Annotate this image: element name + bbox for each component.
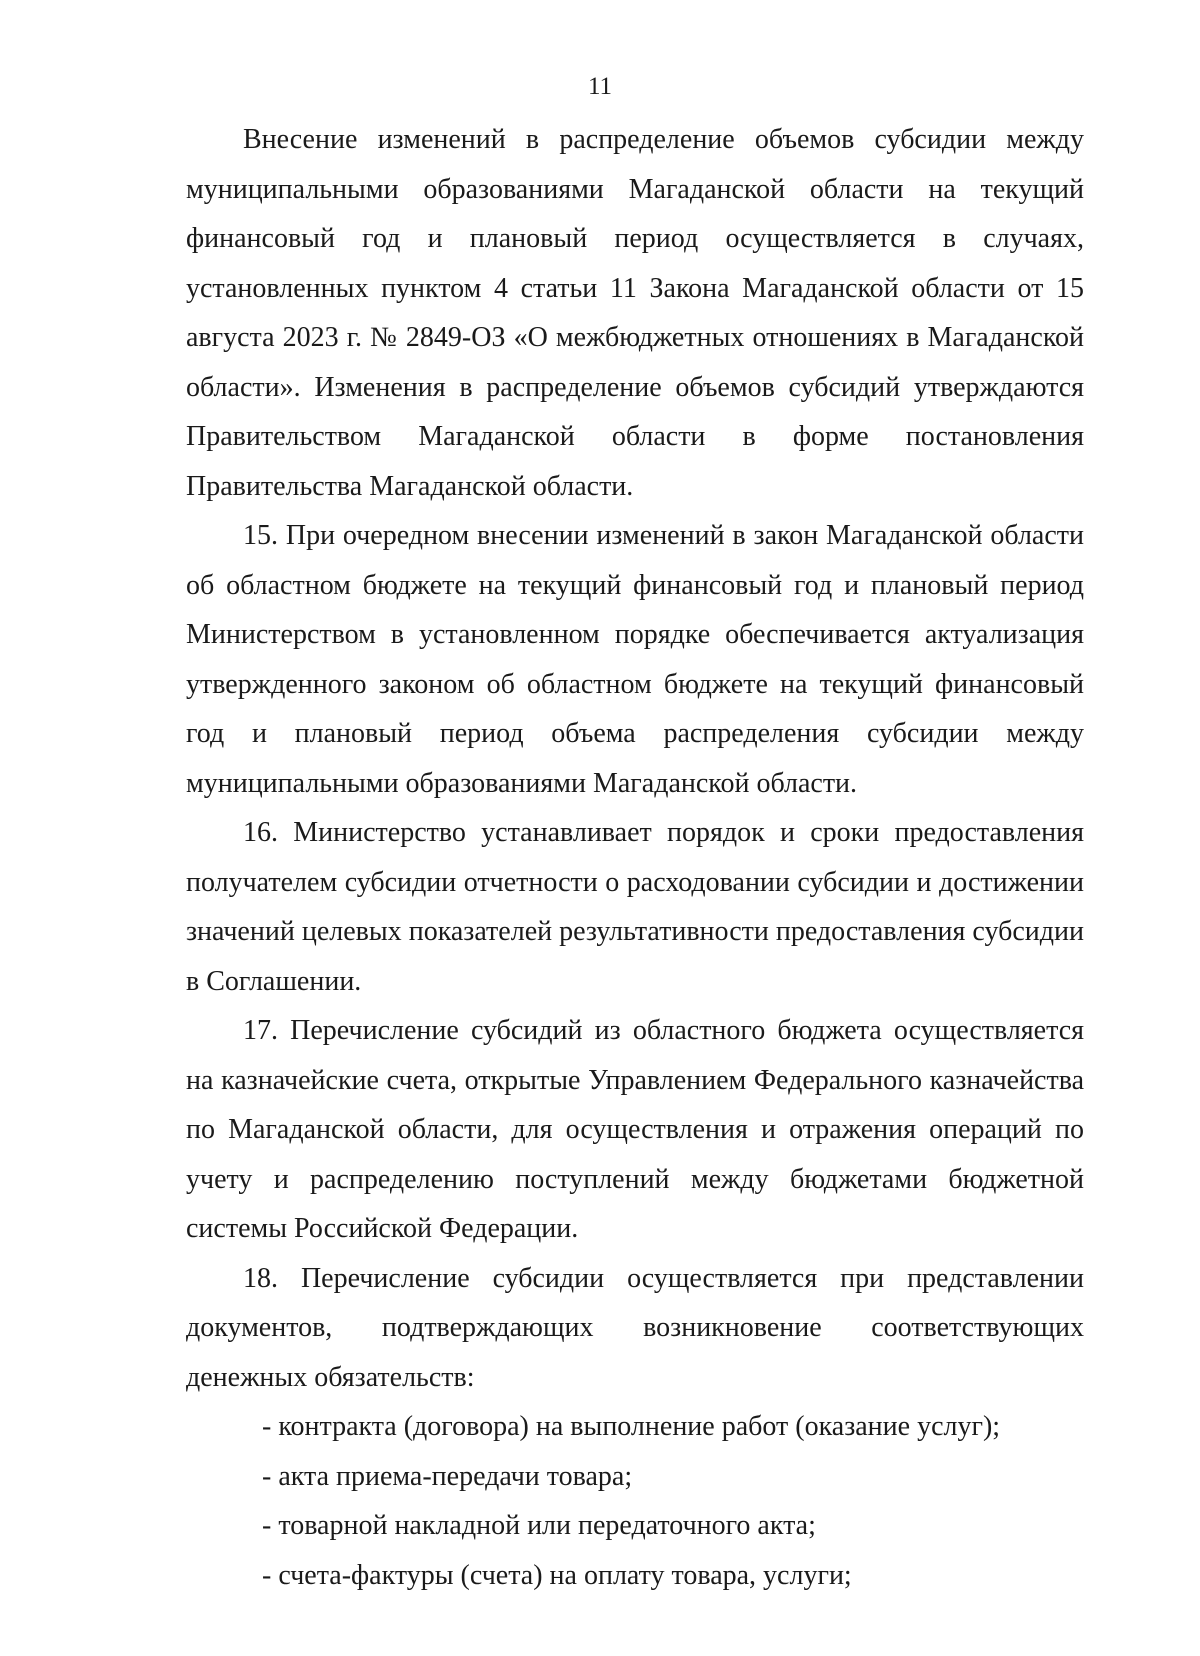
paragraph-subsidy-changes: Внесение изменений в распределение объемов субсидии между муниципальными образованиями Магаданской области на текущий финансовый год и плановый период осуществляется в случаях, установленных пунктом 4 статьи 11 Закона Магаданской области от 15 августа 2023 г. № 2849-ОЗ «О межбюджетных отношениях в Магаданской области». Изменения в распределение объемов субсидий утверждаются Правительством Магаданской области в форме постановления Правительства Магаданской области. [186,124,1084,502]
list-item: - счета-фактуры (счета) на оплату товара, услуги; [262,1559,852,1591]
document-body [186,115,1084,1600]
page-number: 11 [587,73,613,100]
paragraph-15: 15. При очередном внесении изменений в закон Магаданской области об областном бюджете на текущий финансовый год и плановый период Министерством в установленном порядке обеспечивается актуализация утвержденного законом об областном бюджете на текущий финансовый год и плановый период объема распределения субсидии между муниципальными образованиями Магаданской области. [186,520,1084,799]
paragraph-17: 17. Перечисление субсидий из областного бюджета осуществляется на казначейские счета, открытые Управлением Федерального казначейства по Магаданской области, для осуществления и отражения операций по учету и распределению поступлений между бюджетами бюджетной системы Российской Федерации. [186,1015,1084,1244]
list-item: - контракта (договора) на выполнение работ (оказание услуг); [262,1411,1001,1442]
list-item: - товарной накладной или передаточного акта; [262,1510,816,1541]
list-item: - акта приема-передачи товара; [262,1460,633,1492]
paragraph-18: 18. Перечисление субсидии осуществляется при представлении документов, подтверждающих возникновение соответствующих денежных обязательств: [186,1262,1084,1393]
paragraph-16: 16. Министерство устанавливает порядок и сроки предоставления получателем субсидии отчетности о расходовании субсидии и достижении значений целевых показателей результативности предоставления субсидии в Соглашении. [186,817,1084,997]
documents-list [186,1402,1084,1600]
